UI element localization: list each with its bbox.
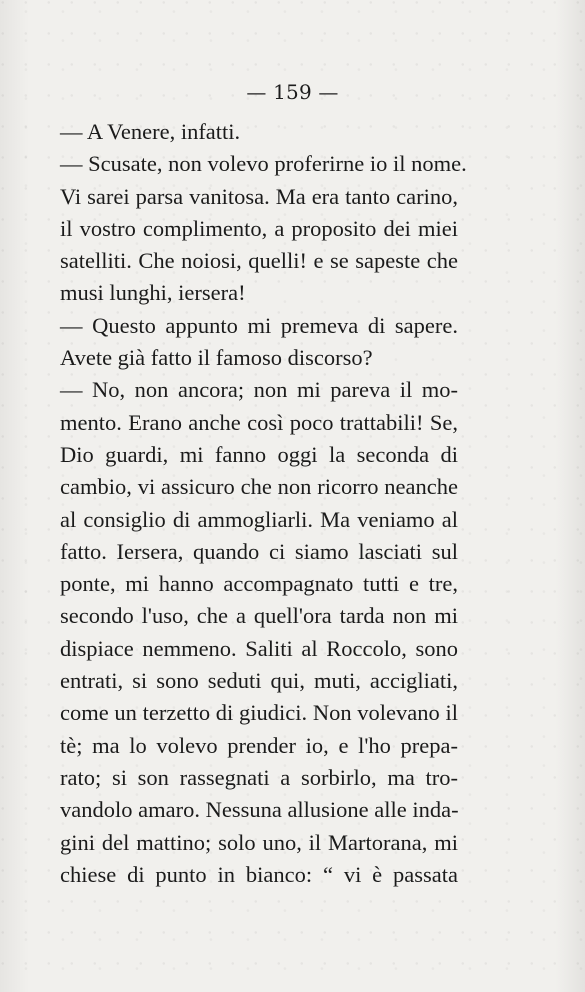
text-line: gini del mattino; solo uno, il Martorana, mi [60,829,458,855]
text-line: vandolo amaro. Nessuna allusione alle inda- [60,797,459,823]
body-text [60,116,467,891]
text-line: chiese di punto in bianco: “ vi è passata [60,861,458,887]
text-line: Vi sarei parsa vanitosa. Ma era tanto carino, [60,183,458,209]
text-line: — No, non ancora; non mi pareva il mo- [60,377,458,403]
text-line: — Scusate, non volevo proferirne io il nome. [60,151,467,177]
text-line: Avete già fatto il famoso discorso? [60,345,373,371]
text-line: il vostro complimento, a proposito dei miei [60,215,458,241]
text-line: entrati, si sono seduti qui, muti, accigliati, [60,668,458,694]
text-line: secondo l'uso, che a quell'ora tarda non mi [60,603,458,629]
text-line: musi lunghi, iersera! [60,280,246,306]
text-line: cambio, vi assicuro che non ricorro neanche [60,474,458,500]
text-line: satelliti. Che noiosi, quelli! e se sapeste che [60,248,458,274]
text-line: come un terzetto di giudici. Non volevano il [60,700,458,726]
text-line: fatto. Iersera, quando ci siamo lasciati sul [60,538,458,564]
text-line: — A Venere, infatti. [60,119,241,144]
text-line: mento. Erano anche così poco trattabili! Se, [60,409,458,435]
page-number: — 159 — [246,80,339,104]
text-line: tè; ma lo volevo prender io, e l'ho prepa- [60,732,458,758]
text-line: ponte, mi hanno accompagnato tutti e tre, [60,571,458,597]
text-line: al consiglio di ammogliarli. Ma veniamo al [60,506,458,532]
text-line: Dio guardi, mi fanno oggi la seconda di [60,441,458,467]
text-line: dispiace nemmeno. Saliti al Roccolo, sono [60,635,458,661]
text-line: rato; si son rassegnati a sorbirlo, ma tro- [60,764,458,790]
text-line: — Questo appunto mi premeva di sapere. [60,312,458,338]
